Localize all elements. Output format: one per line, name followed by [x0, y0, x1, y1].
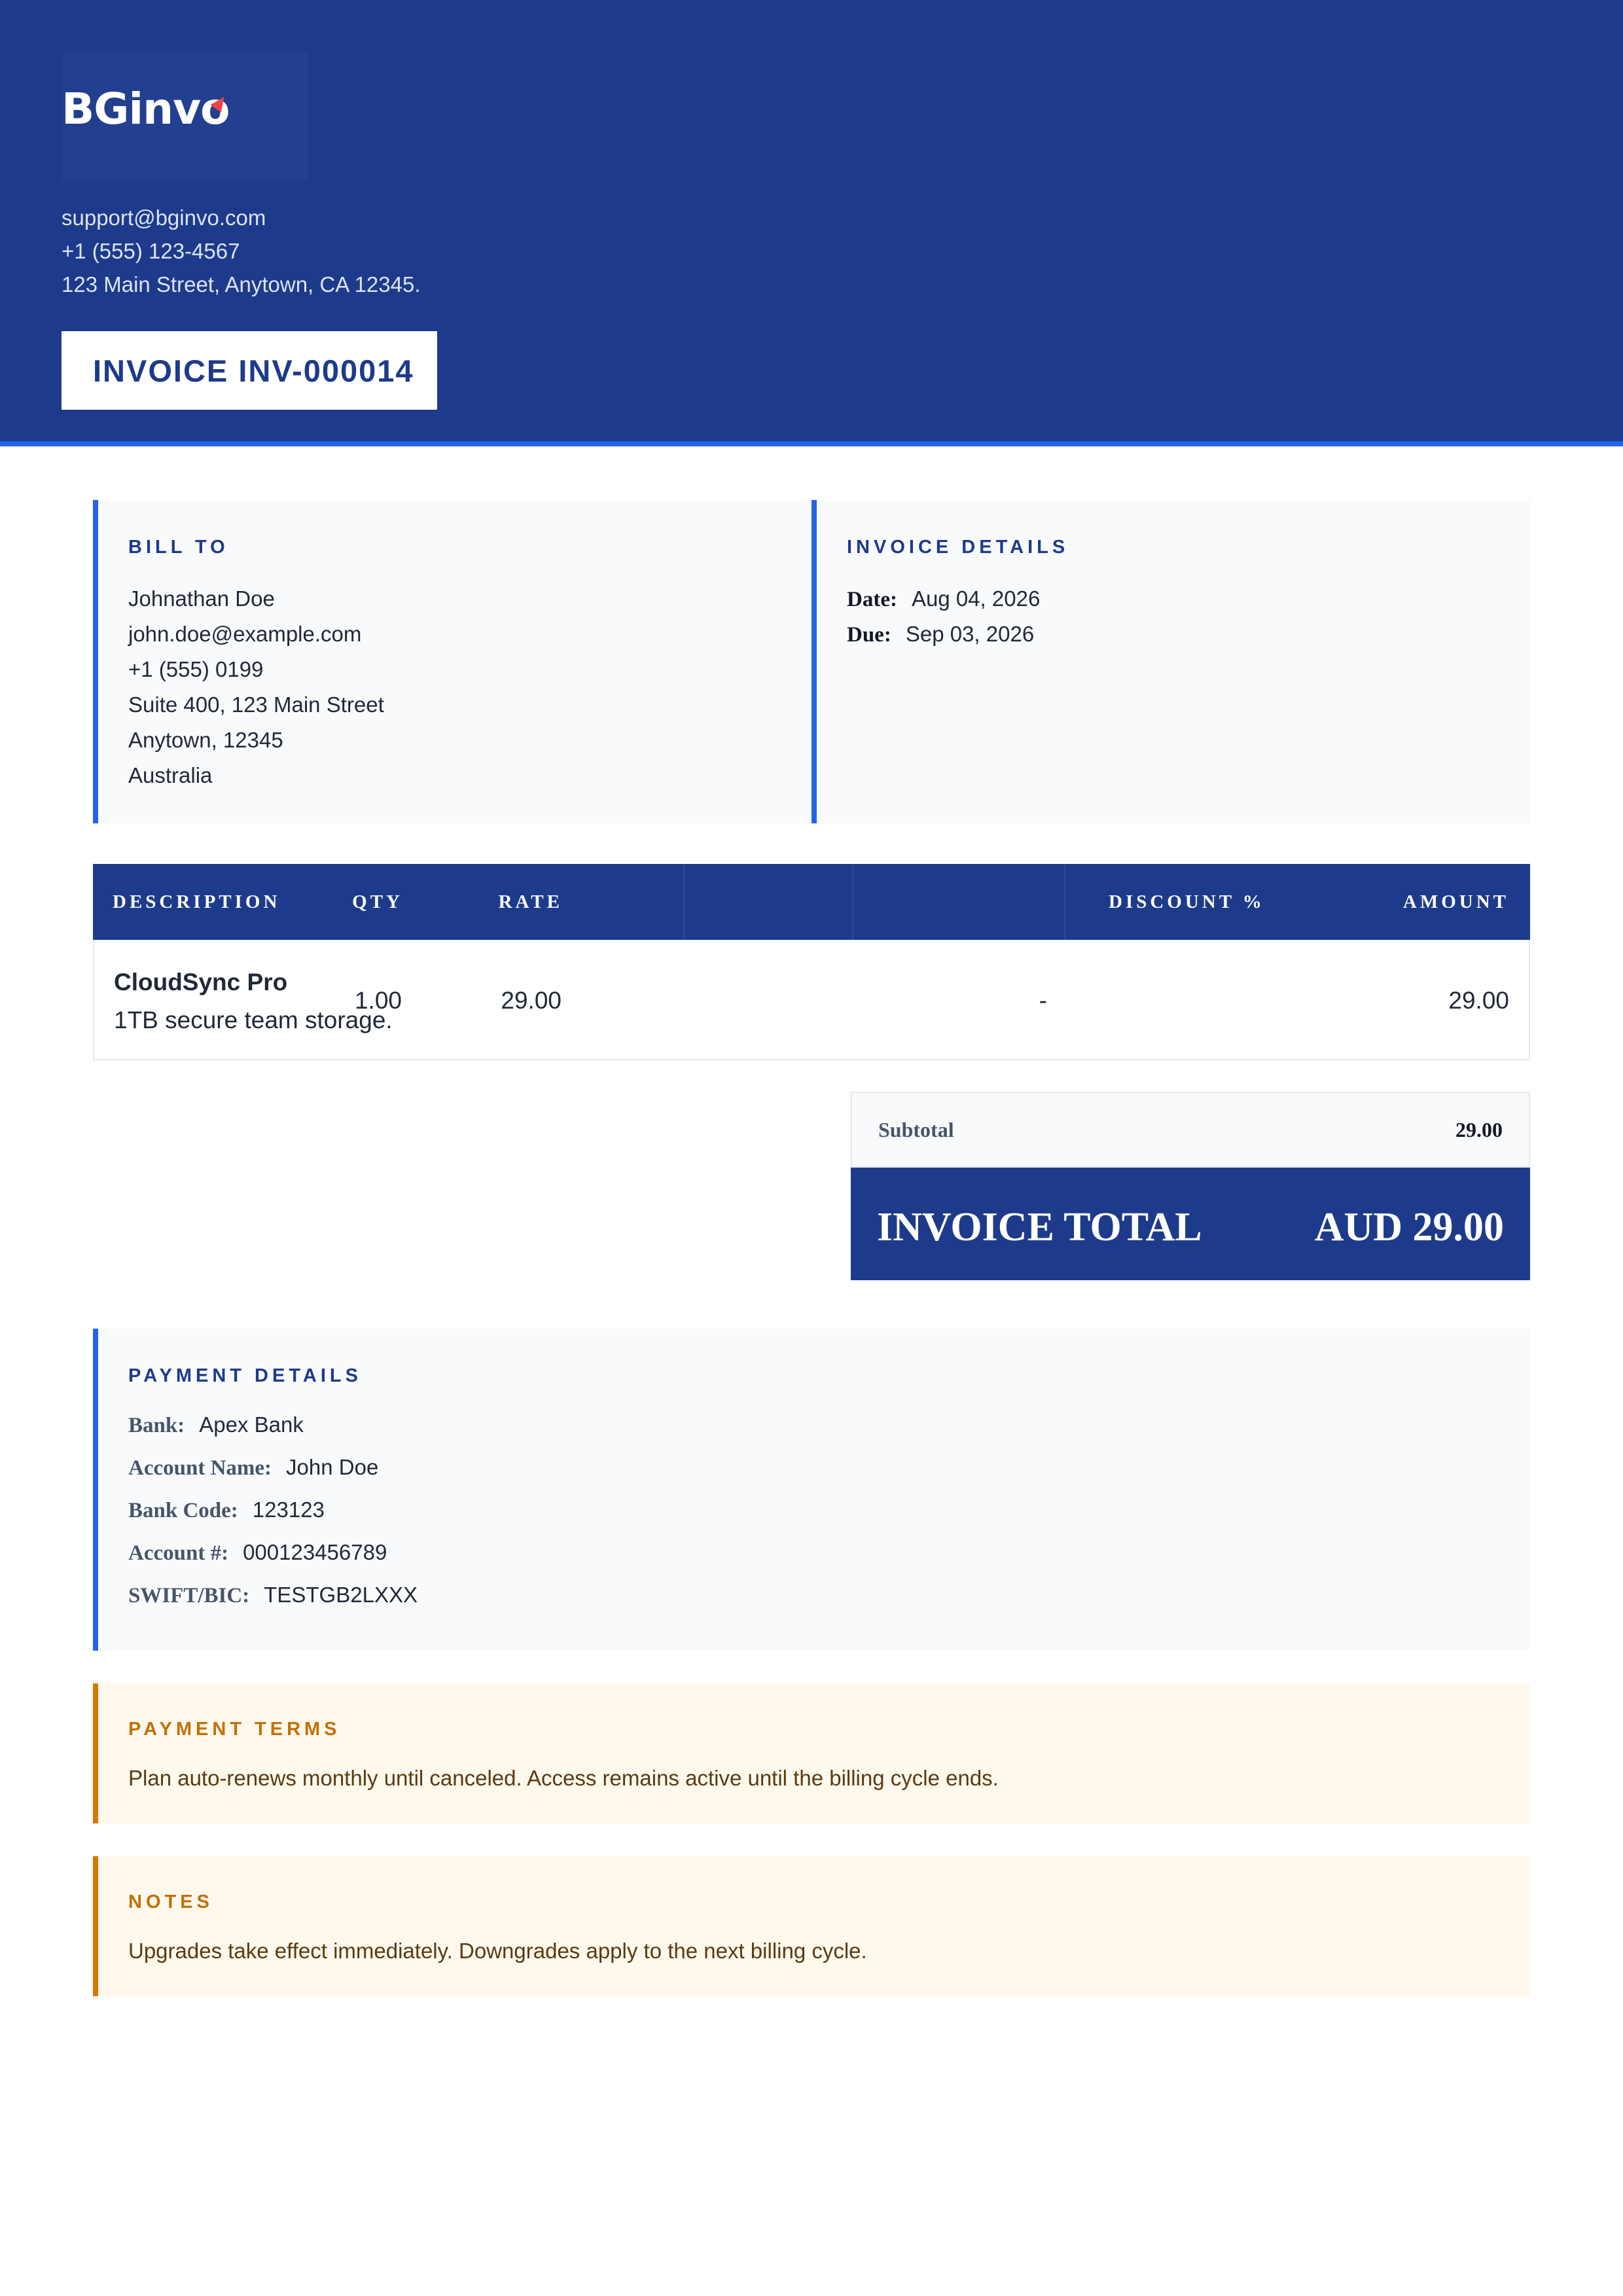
- total-value: AUD 29.00: [1314, 1205, 1504, 1249]
- subtotal-label: Subtotal: [878, 1118, 954, 1141]
- payment-terms-panel: [93, 1683, 1530, 1823]
- client-email: john.doe@example.com: [128, 622, 362, 646]
- invoice-total-row: [851, 1168, 1530, 1280]
- invoice-date-row: [847, 586, 1040, 612]
- notes-panel: [93, 1856, 1530, 1996]
- invoice-due-row: [847, 622, 1034, 647]
- invoice-title: INVOICE INV-000014: [93, 353, 414, 388]
- account-name-label: Account Name:: [128, 1456, 272, 1480]
- notes-text: Upgrades take effect immediately. Downgrades apply to the next billing cycle.: [128, 1939, 867, 1963]
- company-logo: BGinvo: [62, 84, 230, 134]
- invoice-date: Aug 04, 2026: [911, 586, 1041, 611]
- item-description: 1TB secure team storage.: [114, 1007, 393, 1033]
- payment-details-panel: [93, 1329, 1530, 1651]
- swift-row: [128, 1583, 418, 1608]
- col-discount: DISCOUNT %: [1109, 891, 1265, 912]
- payment-terms-label: PAYMENT TERMS: [128, 1719, 341, 1740]
- account-name-value: John Doe: [286, 1455, 379, 1479]
- account-number-label: Account #:: [128, 1541, 229, 1565]
- bank-label: Bank:: [128, 1414, 185, 1437]
- client-name: Johnathan Doe: [128, 586, 275, 611]
- client-street: Suite 400, 123 Main Street: [128, 692, 384, 717]
- bill-to-panel: [93, 500, 813, 823]
- subtotal-row: [851, 1092, 1530, 1168]
- payment-details-label: PAYMENT DETAILS: [128, 1365, 362, 1386]
- account-number-value: 000123456789: [243, 1540, 387, 1564]
- col-divider: [1064, 864, 1065, 940]
- col-divider: [683, 864, 685, 940]
- col-qty: QTY: [352, 891, 403, 912]
- client-city: Anytown, 12345: [128, 728, 283, 752]
- notes-label: NOTES: [128, 1892, 213, 1912]
- client-phone: +1 (555) 0199: [128, 657, 264, 681]
- bank-row: [128, 1412, 304, 1438]
- date-label: Date:: [847, 588, 897, 611]
- subtotal-value: 29.00: [1455, 1118, 1503, 1141]
- company-email: support@bginvo.com: [62, 206, 266, 230]
- bank-code-value: 123123: [252, 1498, 325, 1522]
- client-country: Australia: [128, 763, 213, 787]
- item-rate: 29.00: [501, 987, 562, 1014]
- invoice-due: Sep 03, 2026: [905, 622, 1035, 646]
- bank-code-row: [128, 1498, 325, 1523]
- col-description: DESCRIPTION: [113, 891, 281, 912]
- account-name-row: [128, 1455, 378, 1480]
- swift-value: TESTGB2LXXX: [264, 1583, 418, 1607]
- due-label: Due:: [847, 623, 891, 647]
- bill-to-label: BILL TO: [128, 537, 229, 558]
- total-label: INVOICE TOTAL: [877, 1205, 1202, 1249]
- col-rate: RATE: [498, 891, 563, 912]
- invoice-details-label: INVOICE DETAILS: [847, 537, 1069, 558]
- invoice-title-box: [62, 331, 437, 410]
- col-divider: [852, 864, 853, 940]
- item-qty: 1.00: [354, 987, 402, 1014]
- table-row: [93, 940, 1530, 1060]
- account-number-row: [128, 1540, 387, 1566]
- invoice-header: [0, 0, 1623, 446]
- payment-terms-text: Plan auto-renews monthly until canceled. Access remains active until the billing cycle ends.: [128, 1766, 999, 1790]
- item-name: CloudSync Pro: [114, 969, 288, 996]
- company-address: 123 Main Street, Anytown, CA 12345.: [62, 272, 421, 296]
- items-table-header: [93, 864, 1530, 940]
- bank-value: Apex Bank: [199, 1412, 304, 1437]
- bank-code-label: Bank Code:: [128, 1499, 238, 1522]
- item-discount: -: [1039, 987, 1047, 1014]
- swift-label: SWIFT/BIC:: [128, 1584, 250, 1607]
- company-phone: +1 (555) 123-4567: [62, 239, 240, 263]
- col-amount: AMOUNT: [1402, 891, 1509, 912]
- item-amount: 29.00: [1448, 987, 1509, 1014]
- invoice-details-panel: [812, 500, 1530, 823]
